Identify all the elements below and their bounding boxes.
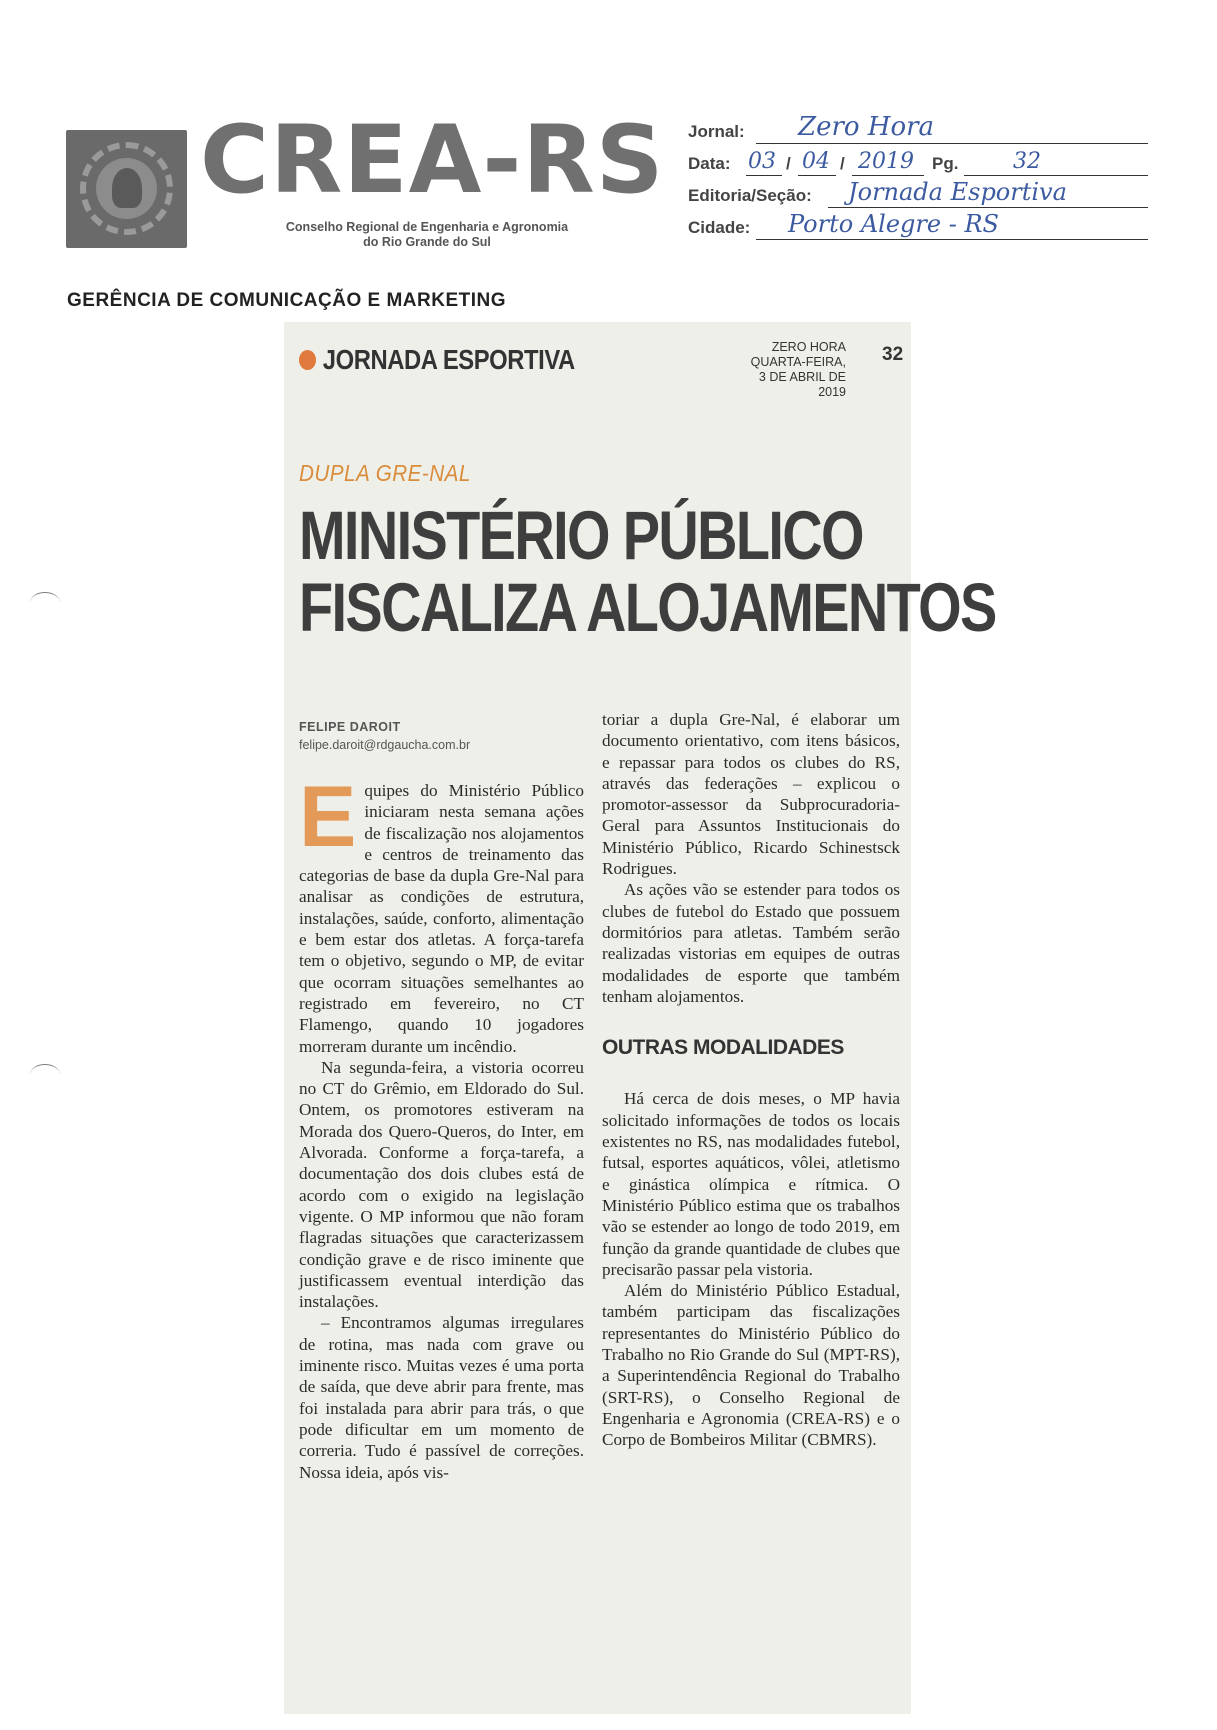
date-day: 03 (748, 149, 776, 174)
margin-mark (30, 592, 60, 613)
paragraph: Na segunda-feira, a vistoria ocorreu no CT do Grêmio, em Eldorado do Sul. Ontem, os promotores estiveram na Morada dos Quero-Queros, do Inter, em Alvorada. Conforme a força-tarefa, a documentação dos dois clubes está de acordo com o exigido na legislação vigente. O MP informou que não foram flagradas situações que caracterizassem condição grave e de risco iminente que justificassem eventual interdição das instalações. (299, 1057, 584, 1312)
form-row-editoria: Editoria/Seção: Jornada Esportiva (688, 182, 1153, 210)
crea-seal-logo (66, 130, 187, 248)
paragraph: Há cerca de dois meses, o MP havia solicitado informações de todos os locais existentes no RS, nas modalidades futebol, futsal, esportes aquáticos, vôlei, atletismo e ginástica olímpica e rítmica. O Ministério Público estima que os trabalhos vão se estender ao longo de todo 2019, em função da grande quantidade de clubes que precisarão passar pela vistoria. (602, 1089, 900, 1279)
department-title: GERÊNCIA DE COMUNICAÇÃO E MARKETING (67, 290, 507, 311)
author-email: felipe.daroit@rdgaucha.com.br (299, 738, 471, 752)
org-name: Conselho Regional de Engenharia e Agronomia do Rio Grande do Sul (285, 220, 569, 249)
clipping-form (688, 112, 1153, 246)
paragraph: Equipes do Ministério Público iniciaram nesta semana ações de fiscalização nos alojamentos e centros de treinamento das categorias de base da dupla Gre-Nal para analisar as condições de estrutura, instalações, saúde, conforto, alimentação e bem estar dos atletas. A força-tarefa tem o objetivo, segundo o MP, de evitar que ocorram situações semelhantes ao registrado em fevereiro, no CT Flamengo, quando 10 jogadores morreram durante um incêndio. (299, 769, 584, 1056)
jornal-value: Zero Hora (798, 112, 935, 142)
page-value: 32 (1013, 149, 1041, 174)
margin-mark (30, 1064, 60, 1085)
paragraph: toriar a dupla Gre-Nal, é elaborar um documento orientativo, com itens básicos, e repassar para todos os clubes do RS, através das federações – explicou o promotor-assessor da Subprocuradoria-Geral para Assuntos Institucionais do Ministério Público, Ricardo Schinestsck Rodrigues. (602, 710, 900, 879)
article-column-2 (602, 709, 900, 1451)
byline (299, 718, 470, 754)
section-title: JORNADA ESPORTIVA (299, 344, 575, 376)
paragraph: As ações vão se estender para todos os clubes de futebol do Estado que possuem dormitórios para atletas. Também serão realizadas vistorias em equipes de outras modalidades de esporte que também tenham alojamentos. (602, 880, 900, 1006)
cidade-value: Porto Alegre - RS (788, 210, 999, 238)
paper-info: ZERO HORA QUARTA-FEIRA, 3 DE ABRIL DE 2019 (750, 340, 846, 399)
editoria-value: Jornada Esportiva (848, 178, 1067, 206)
paragraph: – Encontramos algumas irregulares de rotina, mas nada com grave ou iminente risco. Muitas vezes é uma porta de saída, que deve abrir para frente, mas foi instalada para abrir para trás, o que pode dificultar em um momento de correria. Tudo é passível de correções. Nossa ideia, após vis- (299, 1313, 584, 1482)
date-month: 04 (802, 149, 830, 174)
section-dot-icon (299, 350, 316, 370)
headline: MINISTÉRIO PÚBLICO FISCALIZA ALOJAMENTOS (299, 497, 996, 646)
form-row-data: Data: 03 / 04 / 2019 Pg. 32 (688, 150, 1153, 178)
author: FELIPE DAROIT (299, 720, 401, 734)
article-column-1 (299, 769, 584, 1483)
form-row-cidade: Cidade: Porto Alegre - RS (688, 214, 1153, 242)
paragraph: Além do Ministério Público Estadual, também participam das fiscalizações representantes do Ministério Público do Trabalho no Rio Grande do Sul (MPT-RS), a Superintendência Regional do Trabalho (SRT-RS), o Conselho Regional de Engenharia e Agronomia (CREA-RS) e o Corpo de Bombeiros Militar (CBMRS). (602, 1281, 900, 1450)
drop-cap: E (299, 769, 357, 865)
form-row-jornal: Jornal: Zero Hora (688, 118, 1153, 146)
kicker: DUPLA GRE-NAL (299, 460, 471, 486)
date-year: 2019 (858, 149, 914, 174)
helmet-icon (112, 168, 142, 208)
page-number: 32 (882, 344, 904, 365)
subheading: OUTRAS MODALIDADES (602, 1036, 844, 1060)
crea-logo-text: CREA-RS (200, 106, 665, 215)
newspaper-clipping (284, 322, 996, 1714)
